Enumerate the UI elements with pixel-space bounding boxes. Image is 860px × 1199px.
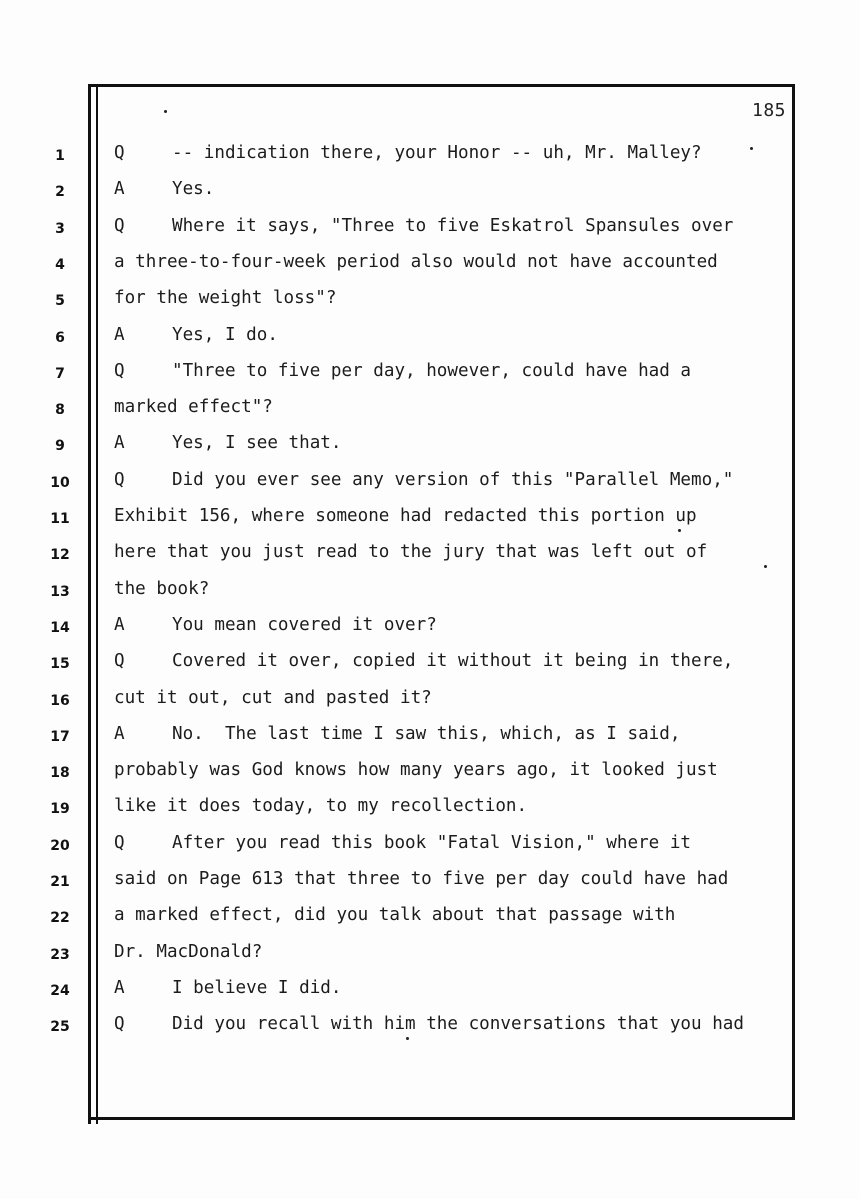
transcript-line [114,284,790,312]
speaker-label: A [114,433,125,453]
speaker-label: Q [114,143,125,163]
transcript-line [114,175,790,203]
frame-left-border-inner [96,84,98,1124]
transcript-line [114,466,790,494]
line-text: Did you recall with him the conversations that you had [172,1014,744,1034]
speaker-label: A [114,724,125,744]
transcript-line [114,865,790,893]
line-number: 5 [55,293,65,309]
transcript-line [114,321,790,349]
transcript-line [114,575,790,603]
frame-top-border [88,84,794,87]
speaker-label: Q [114,651,125,671]
line-number: 17 [50,729,70,745]
line-number: 1 [55,148,65,164]
transcript-line [114,684,790,712]
line-number: 16 [50,693,70,709]
line-text: for the weight loss"? [114,288,337,308]
line-text: a marked effect, did you talk about that passage with [114,905,676,925]
speaker-label: Q [114,833,125,853]
line-number: 15 [50,656,70,672]
transcript-line [114,429,790,457]
page-number: 185 [752,100,787,121]
transcript-line [114,720,790,748]
speaker-label: Q [114,361,125,381]
speaker-label: Q [114,216,125,236]
line-number: 12 [50,547,70,563]
transcript-line [114,647,790,675]
transcript-line [114,829,790,857]
transcript-line [114,792,790,820]
line-text: cut it out, cut and pasted it? [114,688,432,708]
speaker-label: A [114,978,125,998]
line-text: like it does today, to my recollection. [114,796,528,816]
speaker-label: Q [114,1014,125,1034]
frame-right-border [792,84,795,1120]
transcript-line [114,974,790,1002]
line-number: 6 [55,330,65,346]
frame-bottom-border [88,1117,795,1120]
line-text: Dr. MacDonald? [114,942,263,962]
line-text: probably was God knows how many years ago, it looked just [114,760,718,780]
line-text: Yes. [172,179,215,199]
line-number: 2 [55,184,65,200]
line-text: Where it says, "Three to five Eskatrol Spansules over [172,216,734,236]
line-text: a three-to-four-week period also would not have accounted [114,252,718,272]
scan-speck [678,529,681,532]
line-text: marked effect"? [114,397,273,417]
line-number: 23 [50,947,70,963]
line-text: Did you ever see any version of this "Parallel Memo," [172,470,734,490]
line-number: 25 [50,1019,70,1035]
line-text: here that you just read to the jury that was left out of [114,542,708,562]
transcript-line [114,938,790,966]
transcript-line [114,611,790,639]
transcript-line [114,901,790,929]
line-text: said on Page 613 that three to five per day could have had [114,869,729,889]
line-number: 13 [50,584,70,600]
speaker-label: A [114,179,125,199]
frame-left-border-outer [88,84,91,1124]
line-number: 11 [50,511,70,527]
line-number: 24 [50,983,70,999]
line-number: 20 [50,838,70,854]
line-text: You mean covered it over? [172,615,437,635]
line-number: 4 [55,257,65,273]
line-text: Covered it over, copied it without it being in there, [172,651,734,671]
speaker-label: A [114,325,125,345]
line-number: 8 [55,402,65,418]
line-text: the book? [114,579,210,599]
line-number: 19 [50,801,70,817]
line-number: 7 [55,366,65,382]
line-text: "Three to five per day, however, could have had a [172,361,692,381]
transcript-line [114,502,790,530]
speaker-label: A [114,615,125,635]
scan-speck [750,147,753,150]
line-number: 21 [50,874,70,890]
line-number: 10 [50,475,70,491]
line-text: No. The last time I saw this, which, as I said, [172,724,681,744]
transcript-line [114,248,790,276]
line-number: 9 [55,438,65,454]
transcript-line [114,1010,790,1038]
transcript-line [114,139,790,167]
line-number: 18 [50,765,70,781]
line-text: After you read this book "Fatal Vision," where it [172,833,692,853]
transcript-line [114,756,790,784]
line-number: 14 [50,620,70,636]
line-text: Exhibit 156, where someone had redacted this portion up [114,506,697,526]
line-text: Yes, I do. [172,325,278,345]
transcript-line [114,212,790,240]
line-text: Yes, I see that. [172,433,342,453]
speaker-label: Q [114,470,125,490]
line-number: 22 [50,910,70,926]
scan-speck [764,565,767,568]
transcript-line [114,357,790,385]
transcript-line [114,393,790,421]
transcript-line [114,538,790,566]
line-text: I believe I did. [172,978,342,998]
scan-speck [164,110,167,113]
line-number: 3 [55,221,65,237]
line-text: -- indication there, your Honor -- uh, Mr. Malley? [172,143,702,163]
scan-speck [406,1037,409,1040]
